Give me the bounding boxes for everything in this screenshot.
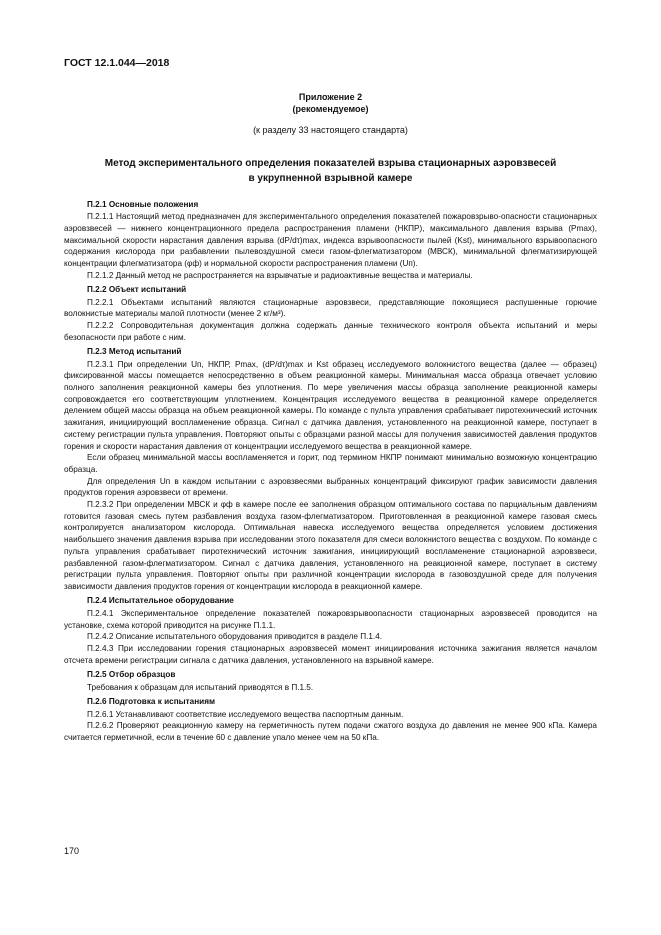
paragraph: П.2.2.1 Объектами испытаний являются стационарные аэровзвеси, представляющие покоящиеся распушенные горючие волокнистые материалы малой плотности (менее 2 кг/м³).	[64, 297, 597, 319]
paragraph: П.2.6.2 Проверяют реакционную камеру на герметичность путем подачи сжатого воздуха до давления не менее 900 кПа. Камера считается герметичной, если в течение 60 с давление упало менее чем на 50 кПа.	[64, 721, 597, 742]
paragraph: П.2.4.3 При исследовании горения стационарных аэровзвесей момент инициирования источника зажигания является началом отсчета времени регистрации сигнала с датчика давления, установленного на взрывной камере.	[64, 644, 597, 665]
section-heading: П.2.5 Отбор образцов	[87, 669, 176, 679]
appendix-title: Приложение 2	[298, 92, 363, 102]
paragraph: Требования к образцам для испытаний приводятся в П.1.5.	[87, 682, 314, 692]
paragraph: Если образец минимальной массы воспламеняется и горит, под термином НКПР понимают минимально возможную концентрацию образца.	[64, 453, 597, 474]
paragraph: П.2.4.1 Экспериментальное определение показателей пожаровзрывоопасности стационарных аэровзвесей проводится на установке, схема которой приводится на рисунке П.1.1.	[64, 608, 597, 630]
method-title-line1: Метод экспериментального определения показателей взрыва стационарных аэровзвесей	[104, 158, 557, 169]
appendix-subtitle: (рекомендуемое)	[292, 104, 369, 114]
paragraph: П.2.4.2 Описание испытательного оборудования приводится в разделе П.1.4.	[87, 632, 383, 642]
section-heading: П.2.3 Метод испытаний	[87, 346, 182, 356]
document-header: ГОСТ 12.1.044—2018	[64, 57, 170, 69]
paragraph: П.2.3.1 При определении Uп, НКПР, Pmax, (dP/dτ)max и Kst образец исследуемого волокнистого вещества (далее — образец) фиксированной массы помещается непосредственно в объем реакционной камеры. Минимальная масса образца отвечает условию полного заполнения реакционной камеры без уплотнения. По мере увеличения массы образца заполнение реакционной камеры сопровождается его соответствующим уплотнением. Концентрация исследуемого вещества в реакционной камере определяется делением общей массы образца на объем реакционной камеры. По команде с пульта управления срабатывает пиротехнический источник зажигания, инициирующий воспламенение образца. Сигнал с датчика давления, установленного на реакционной камере, поступает в систему регистрации пульта управления. Повторяют опыты с образцами разной массы для получения зависимостей давления продуктов горения и скорости нарастания давления от концентрации исследуемого вещества в реакционной камере.	[64, 359, 597, 451]
paragraph: П.2.6.1 Устанавливают соответствие исследуемого вещества паспортным данным.	[87, 709, 404, 719]
paragraph: Для определения Uп в каждом испытании с аэровзвесями выбранных концентраций фиксируют график зависимости давления продуктов горения аэровзвеси от времени.	[64, 476, 597, 498]
paragraph: П.2.3.2 При определении МВСК и φф в камере после ее заполнения образцом оптимального состава по парциальным давлениям готовится газовая смесь путем разбавления воздуха газом-флегматизатором. Приготовленная в реакционной камере газовая смесь контролируется анализатором кислорода. Оптимальная навеска исследуемого вещества определяется условием достижения наибольшего значения давления взрыва при исследовании этого показателя для смеси волокнистого вещества с воздухом. По команде с пульта управления срабатывает пиротехнический источник зажигания, инициирующий воспламенение стационарной аэровзвеси, разбавленной газом-флегматизатором. Сигнал с датчика давления, установленного на реакционной камере, поступает в систему регистрации пульта управления. Повторяют опыты при различной концентрации кислорода в газовоздушной среде для получения зависимости давления продуктов горения от концентрации кислорода в реакционной камере.	[64, 500, 597, 591]
page-number: 170	[64, 846, 80, 856]
method-title	[64, 156, 597, 186]
section-heading: П.2.1 Основные положения	[87, 199, 199, 209]
method-title-line2: в укрупненной взрывной камере	[248, 173, 413, 184]
section-heading: П.2.6 Подготовка к испытаниям	[87, 696, 216, 706]
paragraph: П.2.2.2 Сопроводительная документация должна содержать данные технического контроля объекта испытаний и меры безопасности при работе с ним.	[64, 321, 597, 342]
section-heading: П.2.4 Испытательное оборудование	[87, 596, 234, 606]
document-body	[64, 196, 597, 744]
appendix-heading	[64, 91, 597, 115]
paragraph: П.2.1.2 Данный метод не распространяется на взрывчатые и радиоактивные вещества и материалы.	[87, 270, 473, 280]
paragraph: П.2.1.1 Настоящий метод предназначен для экспериментального определения показателей пожаровзрыво-опасности стационарных аэровзвесей — нижнего концентрационного предела распространения пламени (НКПР), максимального давления взрыва (Pmax), максимальной скорости нарастания давления взрыва (dP/dτ)max, индекса взрывоопасности пылей (Kst), минимального взрывоопасного содержания кислорода при разбавлении пылевоздушной смеси газом-флегматизатором (МВСК), минимальной флегматизирующей концентрации флегматизатора (φф) и нормальной скорости распространения пламени (Uп).	[64, 212, 597, 269]
appendix-reference: (к разделу 33 настоящего стандарта)	[253, 125, 408, 135]
section-heading: П.2.2 Объект испытаний	[87, 284, 187, 294]
